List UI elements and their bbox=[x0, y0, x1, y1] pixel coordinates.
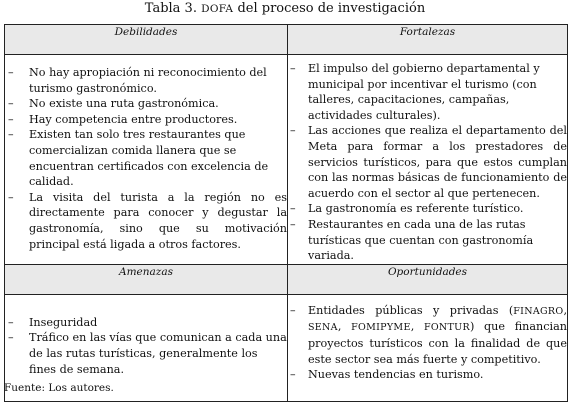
header-row-bottom bbox=[5, 264, 568, 294]
list-item: – Inseguridad bbox=[5, 315, 287, 331]
table-caption bbox=[0, 1, 570, 17]
oportunidades-text: Entidades públicas y privadas ( bbox=[308, 303, 514, 317]
oportunidades-list bbox=[288, 303, 567, 383]
list-item: – No hay apropiación ni reconocimiento del turismo gastronómico. bbox=[5, 65, 287, 96]
list-item: – Tráfico en las vías que comunican a cada una de las rutas turísticas, generalmente los fines de semana. bbox=[5, 330, 287, 377]
header-oportunidades: Oportunidades bbox=[288, 264, 568, 294]
caption-prefix: Tabla 3. bbox=[144, 1, 197, 16]
caption-acronym: DOFA bbox=[201, 3, 234, 15]
fortalezas-list bbox=[288, 61, 567, 264]
entity-sena: SENA bbox=[308, 322, 338, 334]
header-amenazas: Amenazas bbox=[5, 264, 288, 294]
content-row-top bbox=[5, 55, 568, 265]
list-item: – No existe una ruta gastronómica. bbox=[5, 96, 287, 112]
list-item: – La gastronomía es referente turístico. bbox=[288, 201, 567, 217]
list-item: – Hay competencia entre productores. bbox=[5, 112, 287, 128]
separator: , bbox=[337, 320, 352, 334]
separator: , bbox=[563, 303, 567, 317]
dofa-table bbox=[4, 24, 568, 402]
list-item bbox=[288, 303, 567, 367]
list-item: – La visita del turista a la región no es directamente para conocer y degustar la gastronomía, sino que su motivación principal está ligada a otros factores. bbox=[5, 190, 287, 252]
list-item: – El impulso del gobierno departamental y municipal por incentivar el turismo (con talleres, capacitaciones, campañas, actividades culturales). bbox=[288, 61, 567, 123]
entity-fomipyme: FOMIPYME bbox=[351, 322, 411, 334]
debilidades-list bbox=[5, 65, 287, 252]
list-item: – Nuevas tendencias en turismo. bbox=[288, 367, 567, 383]
fortalezas-cell bbox=[288, 55, 568, 265]
list-item: – Restaurantes en cada una de las rutas turísticas que cuentan con gastronomía variada. bbox=[288, 217, 567, 264]
entity-finagro: FINAGRO bbox=[513, 305, 564, 317]
list-item: – Las acciones que realiza el departamento del Meta para formar a los prestadores de servicios turísticos, para que estos cumplan con las normas básicas de funcionamiento de acuerdo con el sector al que pertenecen. bbox=[288, 123, 567, 201]
header-row-top bbox=[5, 25, 568, 55]
header-debilidades: Debilidades bbox=[5, 25, 288, 55]
list-item: – Existen tan solo tres restaurantes que comercializan comida llanera que se encuentran certificados con excelencia de calidad. bbox=[5, 127, 287, 189]
source-note: Fuente: Los autores. bbox=[4, 382, 114, 394]
separator: , bbox=[410, 320, 424, 334]
amenazas-list bbox=[5, 315, 287, 377]
oportunidades-cell bbox=[288, 294, 568, 401]
entity-fontur: FONTUR bbox=[423, 322, 470, 334]
debilidades-cell bbox=[5, 55, 288, 265]
header-fortalezas: Fortalezas bbox=[288, 25, 568, 55]
oportunidades-text: ) que financian proyectos turísticos con la finalidad de que este sector sea más fuerte y competitivo. bbox=[308, 320, 567, 366]
caption-suffix: del proceso de investigación bbox=[237, 1, 426, 16]
